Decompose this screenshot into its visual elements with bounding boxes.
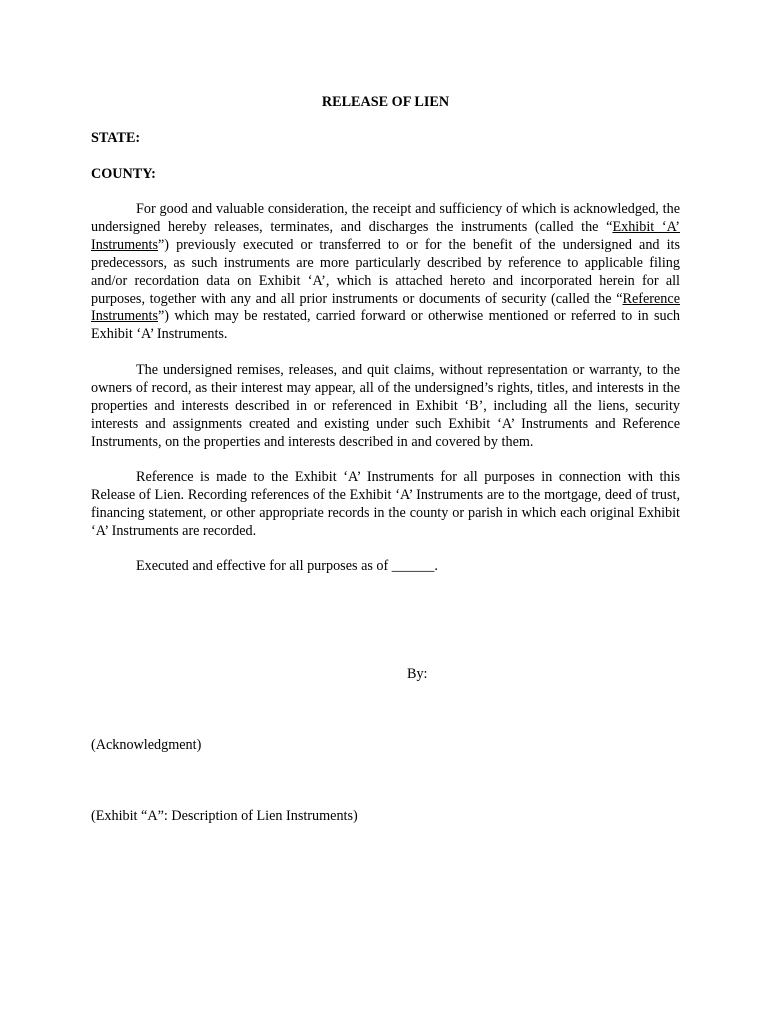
acknowledgment-label: (Acknowledgment) [91, 737, 202, 753]
paragraph1-part2: ”) previously executed or transferred to or for the benefit of the undersigned and its predecessors, as such instruments are more particularly described by reference to applicable filing and/or recordation data on Exhibit ‘A’, which is attached hereto and incorporated herein for all purposes, together with any and all prior instruments or documents of security (called the “ [91, 236, 680, 307]
exhibit-a-instruments-term: Exhibit ‘A’ Instruments [91, 218, 680, 253]
paragraph-release: The undersigned remises, releases, and quit claims, without representation or warranty, to the owners of record, as their interest may appear, all of the undersigned’s rights, titles, and interests in the properties and interests described in or referenced in Exhibit ‘B’, including all the liens, security interests and assignments created and existing under such Exhibit ‘A’ Instruments and Reference Instruments, on the properties and interests described in and covered by them. [91, 362, 680, 450]
reference-instruments-term: Reference Instruments [91, 290, 680, 325]
county-label: COUNTY: [91, 166, 156, 182]
state-label: STATE: [91, 130, 141, 146]
paragraph1-part1: For good and valuable consideration, the receipt and sufficiency of which is acknowledged, the undersigned hereby releases, terminates, and discharges the instruments (called the “ [91, 201, 680, 235]
paragraph-consideration [91, 201, 680, 344]
by-label: By: [407, 666, 428, 682]
paragraph1-part3: ”) which may be restated, carried forward or otherwise mentioned or referred to in such Exhibit ‘A’ Instruments. [91, 308, 680, 343]
exhibit-a-description: (Exhibit “A”: Description of Lien Instruments) [91, 808, 358, 824]
document-page [91, 0, 680, 1024]
document-title: RELEASE OF LIEN [321, 94, 450, 110]
executed-line: Executed and effective for all purposes as of ______. [136, 558, 438, 574]
paragraph-reference: Reference is made to the Exhibit ‘A’ Instruments for all purposes in connection with this Release of Lien. Recording references of the Exhibit ‘A’ Instruments are to the mortgage, deed of trust, financing statement, or other appropriate records in the county or parish in which each original Exhibit ‘A’ Instruments are recorded. [91, 469, 680, 539]
